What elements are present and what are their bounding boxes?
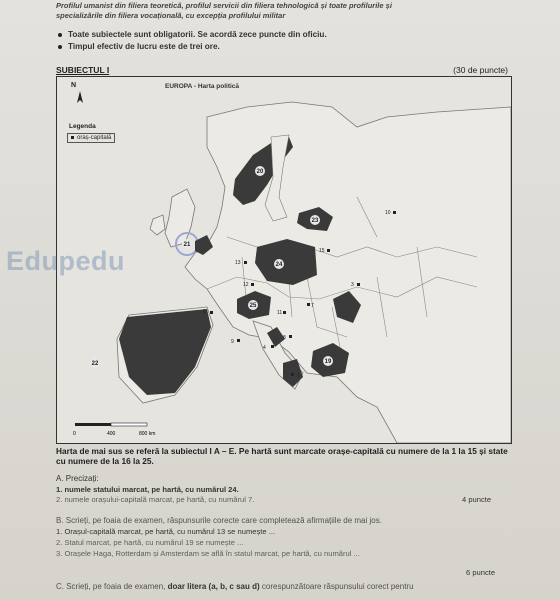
city-15: 15	[319, 248, 325, 254]
city-13: 13	[235, 260, 241, 266]
subject-points: (30 de puncte)	[453, 65, 508, 75]
section-b-item-2: 2. Statul marcat, pe hartă, cu numărul 19 se numește ...	[56, 538, 244, 547]
city-8: 8	[283, 335, 286, 341]
city-1: 1	[297, 373, 300, 379]
bullet-icon	[58, 33, 62, 37]
label-22: 22	[91, 361, 99, 367]
label-23: 23	[311, 218, 319, 224]
city-7: 7	[311, 303, 314, 309]
label-25: 25	[249, 303, 257, 309]
section-b-item-3: 3. Orașele Haga, Rotterdam și Amsterdam se află în statul marcat, pe hartă, cu numărul ...	[56, 549, 360, 558]
instructions	[58, 30, 327, 54]
section-b-title: B. Scrieți, pe foaia de examen, răspunsurile corecte care completează afirmațiile de mai jos.	[56, 516, 382, 525]
scale-0: 0	[73, 431, 76, 437]
section-b-item-1: 1. Orașul-capitală marcat, pe hartă, cu numărul 13 se numește ...	[56, 527, 276, 536]
legend-item: oraș-capitală	[67, 133, 115, 143]
map-title: EUROPA - Harta politică	[165, 83, 240, 90]
section-a-points: 4 puncte	[462, 495, 492, 504]
header-line-2: specializările din filiera vocațională, cu excepția profilului militar	[56, 11, 286, 20]
label-24: 24	[275, 262, 283, 268]
watermark: Edupedu	[6, 246, 125, 276]
city-10: 10	[385, 210, 391, 216]
city-6: 6	[203, 309, 206, 315]
instruction-2: Timpul efectiv de lucru este de trei ore.	[58, 42, 327, 51]
label-21: 21	[183, 242, 191, 248]
city-11: 11	[277, 310, 283, 316]
section-a-item-1: 1. numele statului marcat, pe hartă, cu numărul 24.	[56, 485, 239, 494]
capital-square-icon	[71, 136, 74, 139]
scale-800: 800 km	[139, 431, 156, 437]
section-a-title: A. Precizați:	[56, 474, 99, 483]
scale-400: 400	[107, 431, 116, 437]
north-label: N	[71, 82, 77, 89]
bullet-icon	[58, 45, 62, 49]
header-line-1: Profilul umanist din filiera teoretică, profilul servicii din filiera tehnologică și toate profilurile și	[56, 1, 392, 10]
city-3: 3	[351, 282, 354, 288]
section-b-points: 6 puncte	[466, 568, 496, 577]
section-c-title: C. Scrieți, pe foaia de examen, doar litera (a, b, c sau d) corespunzătoare răspunsului corect pentru	[56, 582, 414, 591]
label-20: 20	[256, 169, 264, 175]
instruction-1: Toate subiectele sunt obligatorii. Se acordă zece puncte din oficiu.	[58, 30, 327, 39]
label-19: 19	[324, 359, 332, 365]
city-9: 9	[231, 339, 234, 345]
subject-title: SUBIECTUL I	[56, 65, 110, 75]
map-caption: Harta de mai sus se referă la subiectul I A – E. Pe hartă sunt marcate orașe-capitală cu numere de la 1 la 15 și state cu numere de la 16 la 25.	[56, 446, 508, 466]
city-12: 12	[243, 282, 249, 288]
city-4: 4	[263, 345, 266, 351]
legend-title: Legenda	[69, 123, 96, 130]
map-drawing	[57, 77, 511, 443]
section-a-item-2: 2. numele orașului-capitală marcat, pe hartă, cu numărul 7.	[56, 495, 255, 504]
